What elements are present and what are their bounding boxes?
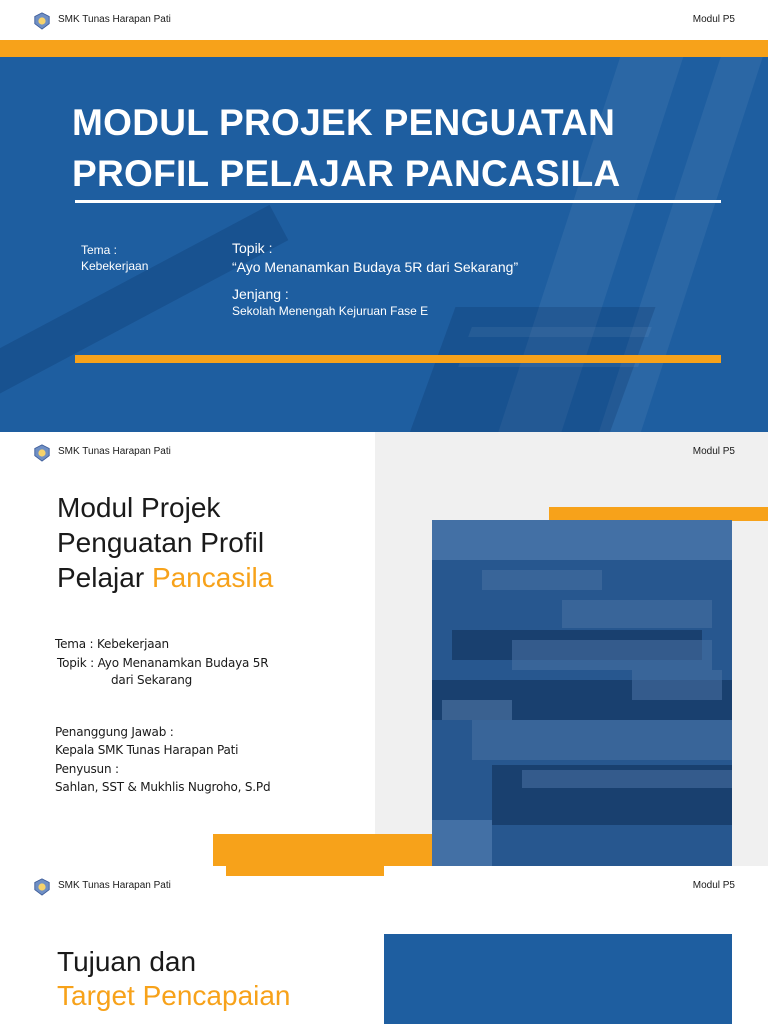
title-prefix: Pelajar [57, 562, 152, 593]
identity-title [57, 490, 273, 595]
penanggung-jawab-label: Penanggung Jawab : [55, 725, 174, 739]
school-emblem-icon [33, 12, 51, 30]
tema-label: Tema : [81, 243, 118, 257]
orange-block [213, 834, 432, 866]
school-name: SMK Tunas Harapan Pati [58, 880, 171, 891]
school-name: SMK Tunas Harapan Pati [58, 446, 171, 457]
modul-label: Modul P5 [692, 446, 735, 457]
school-emblem-icon [33, 878, 51, 896]
school-aerial-photo [432, 520, 732, 866]
slide-header [0, 0, 768, 40]
identity-title-line: Penguatan Profil [57, 527, 265, 558]
jenjang-value: Sekolah Menengah Kejuruan Fase E [232, 304, 429, 318]
topik-label: Topik : [232, 240, 273, 256]
topik-continuation: dari Sekarang [111, 673, 193, 687]
slide-header [0, 866, 768, 906]
cover-slide [0, 0, 768, 432]
orange-tab [549, 507, 768, 521]
modul-label: Modul P5 [692, 14, 735, 25]
orange-divider [75, 355, 721, 363]
blue-block [384, 934, 732, 1024]
tema-value: Kebekerjaan [81, 259, 149, 273]
orange-band [0, 40, 768, 57]
school-emblem-icon [33, 444, 51, 462]
identity-title-line [57, 560, 273, 595]
slide-header [0, 432, 768, 472]
penyusun-label: Penyusun : [55, 762, 119, 776]
penyusun-value: Sahlan, SST & Mukhlis Nugroho, S.Pd [55, 780, 271, 794]
modul-label: Modul P5 [692, 880, 735, 891]
jenjang-label: Jenjang : [232, 286, 289, 302]
cover-title-line: PROFIL PELAJAR PANCASILA [72, 153, 621, 194]
goals-title-line: Tujuan dan [57, 946, 197, 977]
penanggung-jawab-value: Kepala SMK Tunas Harapan Pati [55, 743, 239, 757]
tema-line: Tema : Kebekerjaan [55, 637, 169, 651]
topik-value: “Ayo Menanamkan Budaya 5R dari Sekarang” [232, 259, 519, 275]
goals-slide [0, 866, 768, 1024]
identity-slide [0, 432, 768, 866]
identity-title-line: Modul Projek [57, 492, 221, 523]
white-divider [75, 200, 721, 203]
school-name: SMK Tunas Harapan Pati [58, 14, 171, 25]
topik-line: Topik : Ayo Menanamkan Budaya 5R [57, 656, 269, 670]
cover-title-line: MODUL PROJEK PENGUATAN [72, 102, 616, 143]
title-accent: Pancasila [151, 562, 274, 593]
goals-title-accent: Target Pencapaian [57, 980, 291, 1011]
cover-title [72, 97, 621, 199]
